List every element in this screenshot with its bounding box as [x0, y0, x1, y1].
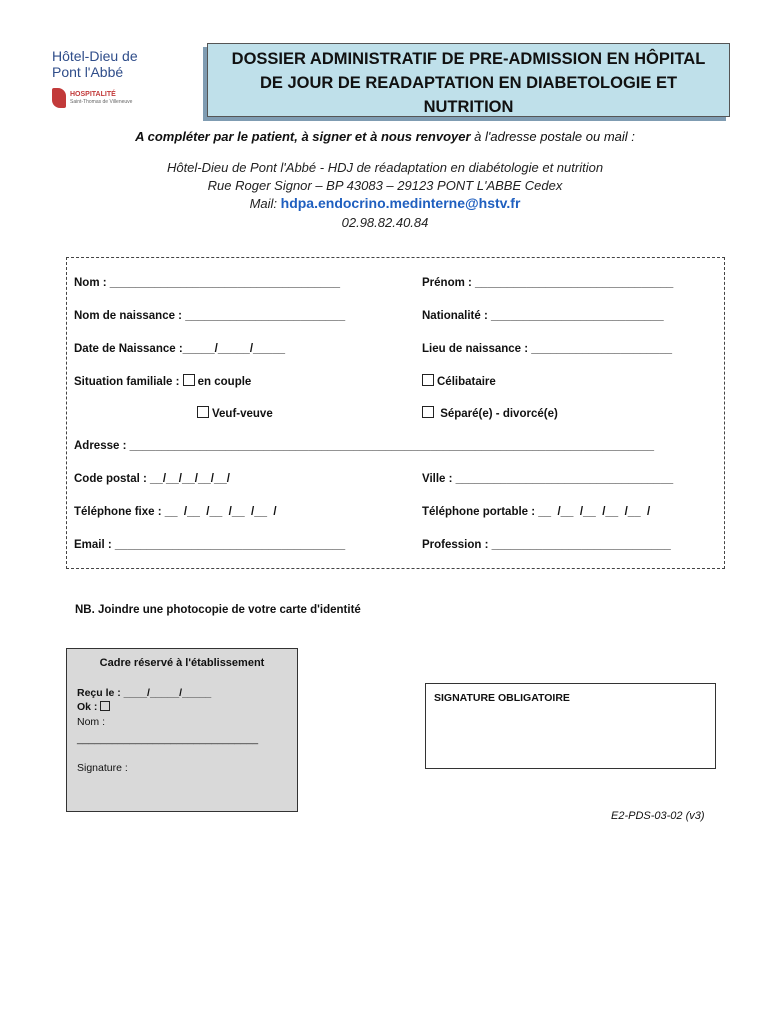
- brand-mark-icon: [52, 88, 66, 108]
- instructions-rest: à l'adresse postale ou mail :: [470, 129, 635, 144]
- mail-link[interactable]: hdpa.endocrino.medinterne@hstv.fr: [280, 195, 521, 211]
- email-field[interactable]: Email : ____________________________________: [74, 539, 346, 551]
- veuf-option: [197, 406, 273, 420]
- separe-option: [422, 406, 558, 420]
- brand-subtitle: Saint-Thomas de Villeneuve: [70, 99, 133, 105]
- situation-familiale: [74, 374, 251, 388]
- document-reference: E2-PDS-03-02 (v3): [611, 810, 705, 822]
- celibataire-label: Célibataire: [437, 376, 496, 388]
- celibataire-checkbox[interactable]: [422, 374, 434, 386]
- lieu-naissance-field[interactable]: Lieu de naissance : ______________________: [422, 343, 672, 355]
- separe-checkbox[interactable]: [422, 406, 434, 418]
- mail-line: [0, 195, 770, 211]
- reserved-title: Cadre réservé à l'établissement: [99, 657, 265, 669]
- ville-field[interactable]: Ville : __________________________________: [422, 473, 674, 485]
- code-postal-field[interactable]: Code postal : __/__/__/__/__/: [74, 473, 230, 485]
- veuf-checkbox[interactable]: [197, 406, 209, 418]
- en-couple-label: en couple: [197, 376, 252, 388]
- phone-number: 02.98.82.40.84: [341, 215, 429, 230]
- veuf-label: Veuf-veuve: [212, 408, 273, 420]
- nom-field[interactable]: Nom : ____________________________________: [74, 277, 341, 289]
- situation-label: Situation familiale :: [74, 376, 183, 388]
- instructions: [0, 129, 770, 144]
- telephone-fixe-field[interactable]: Téléphone fixe : __ /__ /__ /__ /__ /: [74, 506, 277, 518]
- title-line-3: NUTRITION: [423, 98, 514, 116]
- prenom-field[interactable]: Prénom : _______________________________: [422, 277, 674, 289]
- mail-label: Mail:: [249, 196, 281, 211]
- reserved-nom: Nom :: [77, 716, 106, 728]
- adresse-field[interactable]: Adresse : __________________________________________________________________________________: [74, 440, 655, 452]
- nom-naissance-field[interactable]: Nom de naissance : _________________________: [74, 310, 346, 322]
- profession-field[interactable]: Profession : ____________________________: [422, 539, 671, 551]
- address-line-1: Hôtel-Dieu de Pont l'Abbé - HDJ de réadaptation en diabétologie et nutrition: [166, 160, 604, 175]
- nationalite-field[interactable]: Nationalité : ___________________________: [422, 310, 664, 322]
- ok-row: [77, 701, 113, 713]
- ok-label: Ok :: [77, 701, 101, 713]
- signature-label: SIGNATURE OBLIGATOIRE: [434, 692, 570, 704]
- nb-note: NB. Joindre une photocopie de votre carte d'identité: [75, 604, 361, 616]
- title-line-1: DOSSIER ADMINISTRATIF DE PRE-ADMISSION EN HÔPITAL: [231, 50, 706, 68]
- reserved-signature: Signature :: [77, 762, 128, 774]
- brand: [52, 88, 172, 108]
- date-naissance-field[interactable]: Date de Naissance :_____/_____/_____: [74, 343, 285, 355]
- brand-name: HOSPITALITÉ: [70, 91, 116, 98]
- title-line-2: DE JOUR DE READAPTATION EN DIABETOLOGIE ET: [259, 74, 678, 92]
- logo-line-2: Pont l'Abbé: [52, 64, 124, 80]
- hospital-logo: [52, 48, 172, 108]
- separe-label: Séparé(e) - divorcé(e): [437, 408, 558, 420]
- document-title: [207, 43, 730, 117]
- patient-form: [66, 257, 725, 569]
- en-couple-checkbox[interactable]: [183, 374, 195, 386]
- ok-checkbox[interactable]: [100, 701, 110, 711]
- reserved-box: [66, 648, 298, 812]
- logo-line-1: Hôtel-Dieu de: [52, 48, 138, 64]
- celibataire-option: [422, 374, 496, 388]
- recu-le: Reçu le : ____/_____/_____: [77, 687, 212, 699]
- instructions-bold: A compléter par le patient, à signer et à nous renvoyer: [135, 129, 471, 144]
- address-line-2: Rue Roger Signor – BP 43083 – 29123 PONT L'ABBE Cedex: [207, 178, 563, 193]
- reserved-nom-line: _______________________________: [77, 733, 259, 745]
- signature-box[interactable]: [425, 683, 716, 769]
- telephone-portable-field[interactable]: Téléphone portable : __ /__ /__ /__ /__ /: [422, 506, 651, 518]
